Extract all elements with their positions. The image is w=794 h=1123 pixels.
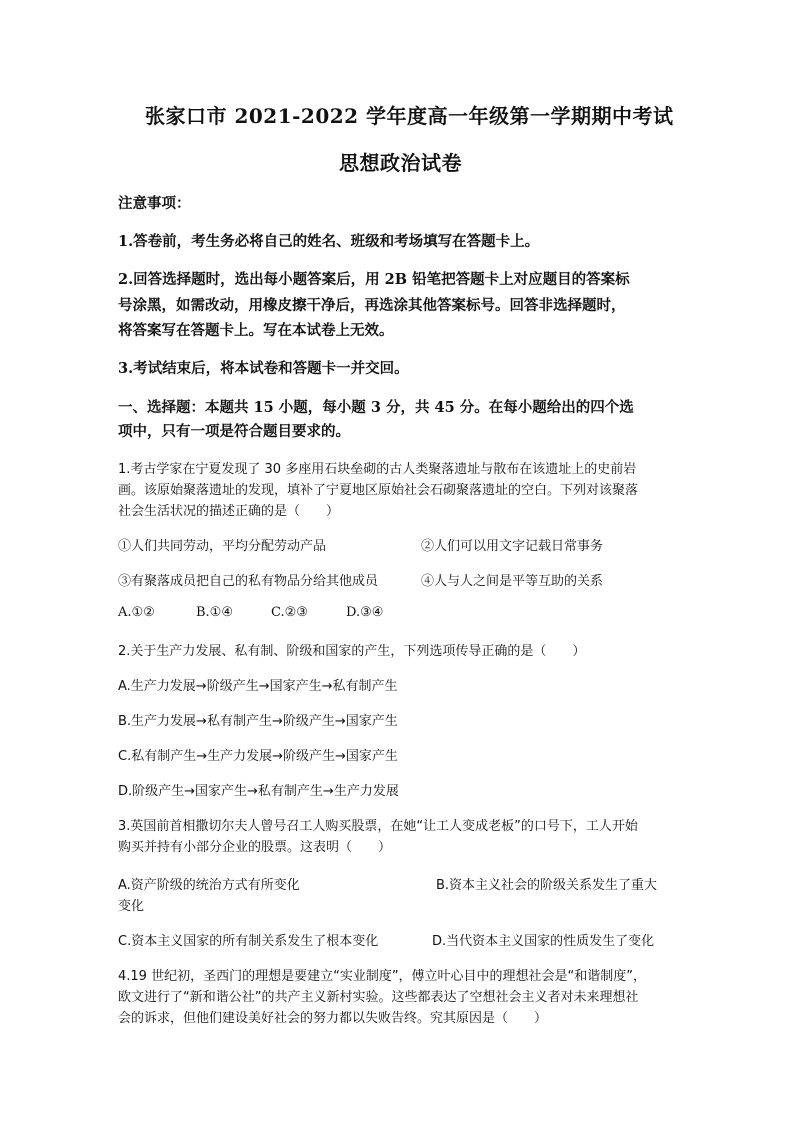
question-1-option-c[interactable]: C.②③ — [271, 605, 308, 620]
question-2-option-a[interactable]: A.生产力发展→阶级产生→国家产生→私有制产生 — [118, 679, 398, 694]
notice-item-2-line-3: 将答案写在答题卡上。写在本试卷上无效。 — [118, 322, 394, 339]
question-3-option-b[interactable]: B.资本主义社会的阶级关系发生了重大 — [436, 878, 658, 893]
notice-heading: 注意事项： — [118, 195, 191, 212]
question-1-stem-line-2: 画。该原始聚落遗址的发现，填补了宁夏地区原始社会石砌聚落遗址的空白。下列对该聚落 — [118, 483, 639, 498]
question-3-stem-line-2: 购买并持有小部分企业的股票。这表明（ ） — [118, 840, 392, 855]
question-4-stem-line-2: 欧文进行了“新和谐公社”的共产主义新村实验。这些都表达了空想社会主义者对未来理想社 — [118, 990, 639, 1005]
question-1-statement-2: ②人们可以用文字记载日常事务 — [421, 539, 604, 554]
notice-item-1: 1.答卷前，考生务必将自己的姓名、班级和考场填写在答题卡上。 — [118, 233, 540, 250]
exam-subtitle: 思想政治试卷 — [339, 151, 462, 175]
notice-item-2-line-1: 2.回答选择题时，选出每小题答案后，用 2B 铅笔把答题卡上对应题目的答案标 — [118, 271, 630, 288]
question-1-stem-line-3: 社会生活状况的描述正确的是（ ） — [118, 504, 340, 519]
exam-title: 张家口市 2021-2022 学年度高一年级第一学期期中考试 — [145, 104, 674, 128]
question-3-option-d[interactable]: D.当代资本主义国家的性质发生了变化 — [432, 934, 655, 949]
question-2-option-b[interactable]: B.生产力发展→私有制产生→阶级产生→国家产生 — [118, 714, 398, 729]
question-1-statement-4: ④人与人之间是平等互助的关系 — [421, 574, 604, 589]
question-1-option-b[interactable]: B.①④ — [196, 605, 233, 620]
notice-item-3: 3.考试结束后，将本试卷和答题卡一并交回。 — [118, 360, 409, 377]
question-3-option-c[interactable]: C.资本主义国家的所有制关系发生了根本变化 — [118, 934, 379, 949]
question-1-statement-1: ①人们共同劳动，平均分配劳动产品 — [118, 539, 327, 554]
question-1-option-d[interactable]: D.③④ — [346, 605, 384, 620]
question-1-stem-line-1: 1.考古学家在宁夏发现了 30 多座用石块垒砌的古人类聚落遗址与散布在该遗址上的史前岩 — [118, 462, 637, 477]
question-4-stem-line-3: 会的诉求，但他们建设美好社会的努力都以失败告终。究其原因是（ ） — [118, 1011, 548, 1026]
section-one-heading-line-2: 项中，只有一项是符合题目要求的。 — [118, 423, 350, 440]
question-1-statement-3: ③有聚落成员把自己的私有物品分给其他成员 — [118, 574, 379, 589]
question-3-option-b-continuation[interactable]: 变化 — [118, 899, 145, 914]
section-one-heading-line-1: 一、选择题：本题共 15 小题，每小题 3 分，共 45 分。在每小题给出的四个选 — [118, 399, 634, 416]
question-2-option-d[interactable]: D.阶级产生→国家产生→私有制产生→生产力发展 — [118, 784, 399, 799]
notice-item-2-line-2: 号涂黑，如需改动，用橡皮擦干净后，再选涂其他答案标号。回答非选择题时， — [118, 297, 626, 314]
question-2-stem: 2.关于生产力发展、私有制、阶级和国家的产生，下列选项传导正确的是（ ） — [118, 644, 586, 659]
question-2-option-c[interactable]: C.私有制产生→生产力发展→阶级产生→国家产生 — [118, 749, 398, 764]
question-3-option-a[interactable]: A.资产阶级的统治方式有所变化 — [118, 878, 300, 893]
question-1-option-a[interactable]: A.①② — [118, 605, 155, 620]
question-4-stem-line-1: 4.19 世纪初，圣西门的理想是要建立“实业制度”，傅立叶心目中的理想社会是“和谐制度”， — [118, 969, 647, 984]
question-3-stem-line-1: 3.英国前首相撒切尔夫人曾号召工人购买股票，在她“让工人变成老板”的口号下，工人开始 — [118, 819, 638, 834]
